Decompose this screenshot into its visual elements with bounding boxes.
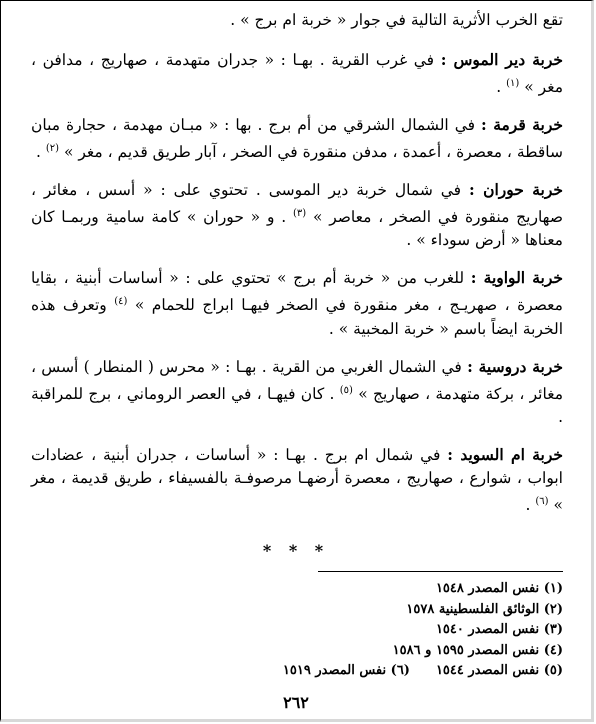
footnote-2: (٢) الوثائق الفلسطينية ١٥٧٨: [406, 601, 563, 617]
footnote-row: [23, 661, 563, 682]
entry-dayr-al-mus: [31, 48, 563, 99]
footnote-ref: (١): [506, 78, 520, 89]
footnote-ref: (٥): [339, 384, 353, 396]
entry-end: وتعرف هذه الخربة ايضاً باسم « خربة المخبية » .: [31, 296, 563, 338]
footnote-3: (٣) نفس المصدر ١٥٤٠: [435, 622, 563, 637]
entry-end: . كان فيهـا ، في العصر الروماني ، برج للمراقبة .: [31, 384, 563, 426]
entry-title: خربة دير الموس :: [440, 50, 564, 69]
entry-end: .: [525, 495, 531, 514]
footnote-1: (١) نفس المصدر ١٥٤٨: [435, 581, 563, 596]
entry-title: خربة حوران :: [468, 180, 563, 200]
footnote-5: (٥) نفس المصدر ١٥٤٤: [435, 663, 563, 678]
entry-end: .: [496, 78, 502, 97]
entry-title: خربة قرمة :: [481, 115, 563, 135]
entry-al-wawiya: [31, 266, 563, 340]
entry-qarma: [31, 113, 563, 164]
section-separator: * * *: [262, 541, 330, 560]
entry-end: .: [35, 143, 41, 162]
footnote-ref: (٤): [114, 296, 128, 308]
entry-text: للغرب من « خربة أم برج » تحتوي على : « أساسات أبنية ، بقايا معصرة ، صهريـج ، مغر منقورة في الصخر فيهـا ابراج للحمام »: [31, 269, 563, 315]
entry-umm-al-suwayd: [31, 443, 563, 517]
entry-text: في غرب القرية . بهـا : « جدران متهدمة ، صهاريج ، مدافن ، مغر »: [31, 51, 563, 97]
footnote-6: (٦) نفس المصدر ١٥١٩: [282, 663, 410, 678]
footnote-divider: [318, 571, 563, 572]
entry-text: في شمال ام برج . بهـا : « أساسات ، جدران أبنية ، عضادات ابواب ، شوارع ، صهاريج ، معصرة أرضهـا مرصوفـة بالفسيفاء ، طريق قديمة ، مغر »: [31, 445, 563, 514]
entry-title: خربة ام السويد :: [447, 444, 563, 464]
entry-durusiya: [31, 355, 563, 429]
entry-text: في الشمال الشرقي من أم برج . بها : « مبـان مهدمة ، حجارة مبان ساقطة ، معصرة ، أعمدة ، مدفن منقورة في الصخر ، آبار طريق قديم ، مغر »: [31, 116, 563, 162]
footnote-ref: (٣): [292, 208, 307, 220]
footnote-ref: (٦): [535, 495, 549, 507]
page-number: ٢٦٢: [283, 693, 309, 712]
footnotes: [23, 579, 563, 682]
entry-text: في شمال خربة دير الموسى . تحتوي على : « أسس ، مغائر ، صهاريج منقورة في الصخر ، معاصر »: [31, 181, 563, 227]
entry-title: خربة الواوية :: [470, 268, 563, 288]
intro-paragraph: تقع الخرب الأثرية التالية في جوار « خربة ام برج » .: [230, 11, 563, 29]
entry-end: . و « حوران » كامة سامية وربمـا كان معناها « أرض سوداء » .: [31, 208, 563, 250]
entry-hawran: [31, 178, 563, 252]
body-text: [31, 9, 563, 531]
footnote-4: (٤) نفس المصدر ١٥٩٥ و ١٥٨٦: [392, 642, 563, 658]
footnote-ref: (٢): [45, 143, 60, 155]
entry-title: خربة دروسية :: [467, 356, 563, 376]
entry-text: في الشمال الغربي من القرية . بهـا : « محرس ( المنطار ) أسس ، مغائر ، بركة متهدمة ، صهاريج »: [31, 357, 563, 403]
